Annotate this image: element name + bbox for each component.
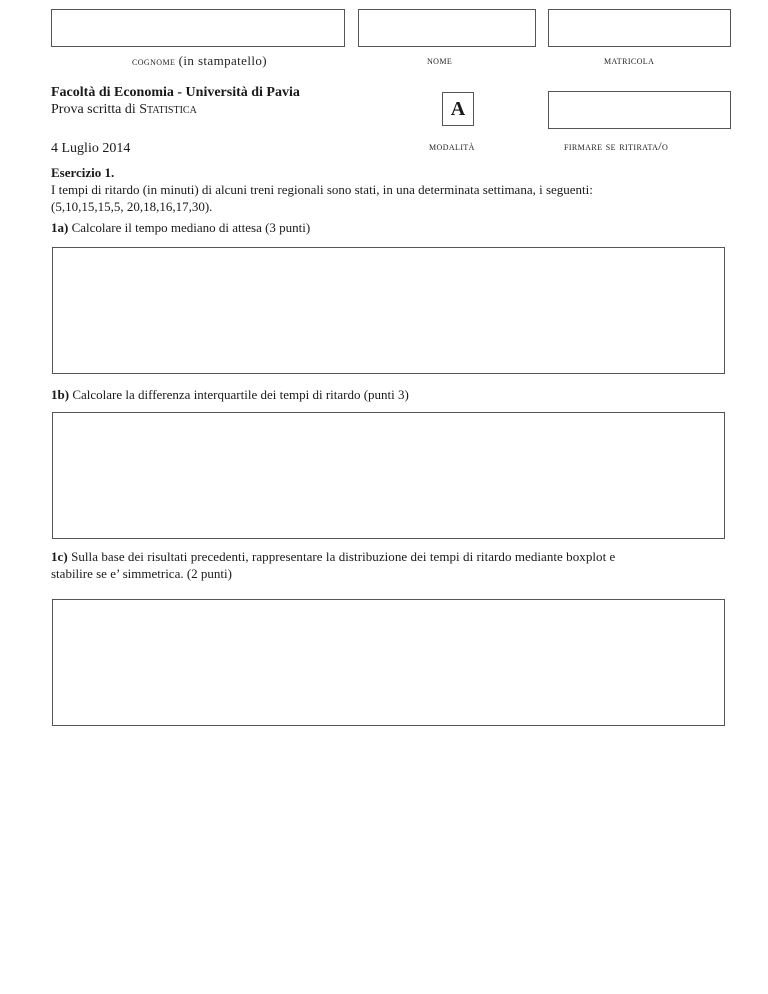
modalita-value: A — [450, 97, 466, 120]
question-1c-line2: stabilire se e’ simmetrica. (2 punti) — [51, 566, 232, 581]
nome-field[interactable] — [358, 9, 536, 47]
question-1b — [51, 386, 409, 403]
matricola-label: matricola — [604, 53, 655, 67]
exam-subject: Statistica — [139, 102, 197, 117]
withdraw-label: firmare se ritirata/o — [564, 139, 669, 153]
question-1a-label: 1a) — [51, 220, 69, 235]
exam-date: 4 Luglio 2014 — [51, 141, 131, 156]
question-1a — [51, 219, 310, 236]
answer-box-1a[interactable] — [52, 247, 725, 374]
withdraw-signature-field[interactable] — [548, 91, 731, 129]
question-1c-text-line1: Sulla base dei risultati precedenti, rappresentare la distribuzione dei tempi di ritardo mediante boxplot e — [71, 549, 616, 564]
cognome-field[interactable] — [51, 9, 345, 47]
matricola-field[interactable] — [548, 9, 731, 47]
exercise-intro-line2: (5,10,15,15,5, 20,18,16,17,30). — [51, 199, 213, 214]
cognome-label — [132, 53, 267, 69]
cognome-label-rest: (in stampatello) — [178, 53, 268, 68]
exam-title — [51, 101, 197, 118]
question-1b-text: Calcolare la differenza interquartile dei tempi di ritardo (punti 3) — [72, 387, 409, 402]
exercise-title: Esercizio 1. — [51, 165, 115, 180]
question-1a-text: Calcolare il tempo mediano di attesa (3 punti) — [71, 220, 311, 235]
modalita-label: modalità — [429, 139, 475, 153]
question-1c-line1 — [51, 548, 731, 565]
cognome-label-sc: cognome — [132, 54, 176, 68]
exam-prefix: Prova scritta di — [51, 102, 140, 117]
question-1c-label: 1c) — [51, 549, 68, 564]
answer-box-1b[interactable] — [52, 412, 725, 539]
nome-label: nome — [427, 53, 453, 67]
modalita-box — [442, 92, 474, 126]
question-1b-label: 1b) — [51, 387, 70, 402]
question-1c — [51, 548, 731, 582]
faculty-title: Facoltà di Economia - Università di Pavia — [51, 85, 300, 100]
answer-box-1c[interactable] — [52, 599, 725, 726]
exercise-intro-line1: I tempi di ritardo (in minuti) di alcuni treni regionali sono stati, in una determinata settimana, i seguenti: — [51, 182, 593, 197]
